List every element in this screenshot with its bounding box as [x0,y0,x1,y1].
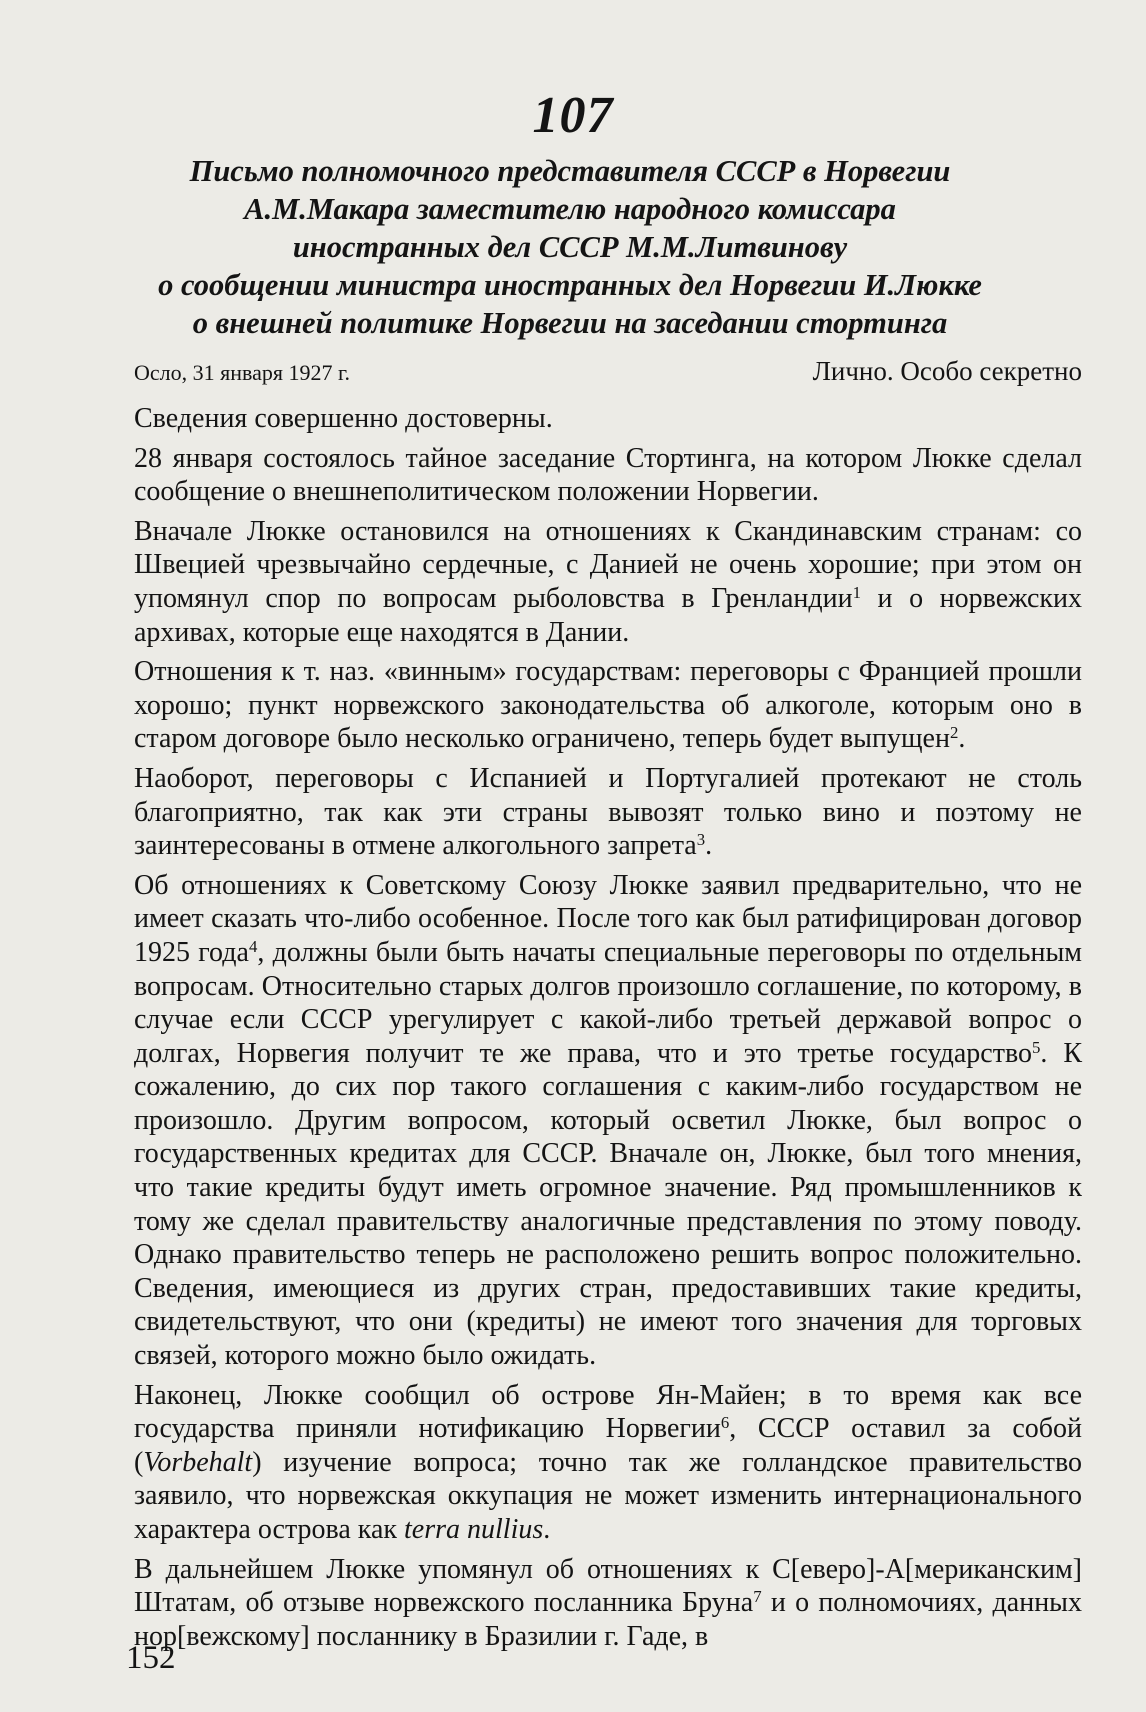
text-run: и о полномочиях, данных нор[вежскому] посланнику в Бразилии г. Гаде, в [134,1587,1082,1652]
text-run: Об отношениях к Советскому Союзу Люкке заявил предварительно, что не имеет сказать что-либо особенное. После того как был ратифицирован договор 1925 года [134,869,1082,968]
footnote-ref: 5 [1032,1037,1041,1057]
text-run: Сведения совершенно достоверны. [134,403,553,434]
paragraph [134,869,1082,1373]
footnote-ref: 2 [949,723,959,743]
text-run: . К сожалению, до сих пор такого соглашения с каким-либо государством не произошло. Другим вопросом, который осветил Люкке, был вопрос о государственных кредитах для СССР. Вначале он, Люкке, был того мнения, что такие кредиты будут иметь огромное значение. Ряд промышленников к тому же сделал правительству аналогичные представления по этому поводу. Однако правительство теперь не расположено решить вопрос положительно. Сведения, имеющиеся из других стран, предоставивших такие кредиты, свидетельствуют, что они (кредиты) не имеют того значения для торговых связей, которого можно было ожидать. [134,1037,1082,1372]
paragraph [134,515,1082,649]
footnote-ref: 6 [720,1412,730,1432]
italic-term: terra nullius [404,1514,544,1545]
footnote-ref: 7 [753,1586,762,1606]
text-run: В дальнейшем Люкке упомянул об отношениях к С[еверо]-А[мериканским] Штатам, об отзыве норвежского посланника Бруна [134,1553,1082,1619]
footnote-ref: 3 [696,829,706,849]
text-run: Отношения к т. наз. «винным» государствам: переговоры с Францией прошли хорошо; пункт норвежского законодательства об алкоголе, которым оно в старом договоре было несколько ограничено, теперь будет выпущен [134,656,1082,755]
document-number: 107 [532,87,614,144]
title-line: Письмо полномочного представителя СССР в Норвегии [189,154,951,188]
text-run: 28 января состоялось тайное заседание Стортинга, на котором Люкке сделал сообщение о внешнеполитическом положении Норвегии. [134,442,1082,508]
footnote-ref: 1 [852,582,861,602]
place-date: Осло, 31 января 1927 г. [134,360,351,385]
paragraph [134,402,1082,436]
text-run: Наконец, Люкке сообщил об острове Ян-Майен; в то время как все государства приняли нотификацию Норвегии [134,1379,1082,1445]
paragraph [134,762,1082,863]
title-line: А.М.Макара заместителю народного комиссара [244,192,896,226]
text-run: Наоборот, переговоры с Испанией и Португалией протекают не столь благоприятно, так как эти страны вывозят только вино и поэтому не заинтересованы в отмене алкогольного запрета [134,762,1082,862]
paragraph [134,442,1082,509]
title-line: иностранных дел СССР М.М.Литвинову [292,230,848,264]
classification-mark: Лично. Особо секретно [812,356,1082,386]
title-line: о сообщении министра иностранных дел Норвегии И.Люкке [158,268,982,302]
paragraph [134,655,1082,756]
letter-body [134,402,1082,1659]
paragraph [134,1553,1082,1654]
title-line: о внешней политике Норвегии на заседании стортинга [192,306,948,340]
text-run: ) изучение вопроса; точно так же голландское правительство заявило, что норвежская оккупация не может изменить интернационального характера острова как [134,1446,1082,1545]
footnote-ref: 4 [248,936,258,956]
document-title [120,152,1020,342]
text-run: . [543,1514,551,1545]
page-number: 152 [126,1640,176,1676]
italic-term: Vorbehalt [143,1446,253,1478]
paragraph [134,1379,1082,1547]
text-run: , должны были быть начаты специальные переговоры по отдельным вопросам. Относительно старых долгов произошло соглашение, по которому, в случае если СССР урегулирует с какой-либо третьей державой вопрос о долгах, Норвегия получит те же права, что и это третье государство [134,936,1083,1069]
text-run: , СССР оставил за собой ( [134,1413,1082,1478]
text-run: и о норвежских архивах, которые еще находятся в Дании. [134,582,1083,648]
text-run: Вначале Люкке остановился на отношениях к Скандинавским странам: со Швецией чрезвычайно сердечные, с Данией не очень хорошие; при этом он упомянул спор по вопросам рыболовства в Гренландии [134,515,1082,614]
text-run: . [958,723,966,755]
text-run: . [705,830,713,862]
document-meta [134,356,1082,390]
